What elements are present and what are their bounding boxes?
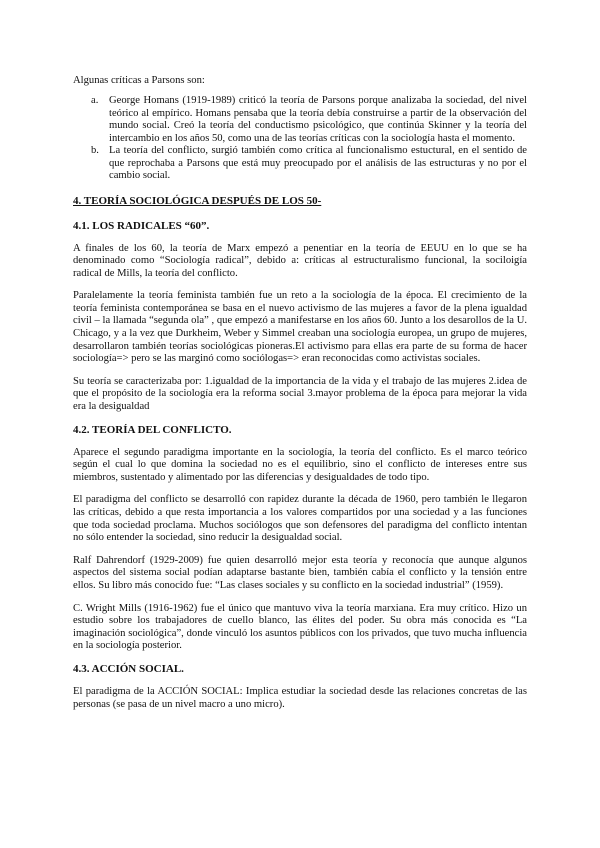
section-4-1-heading: 4.1. LOS RADICALES “60”. xyxy=(73,219,210,232)
paragraph: C. Wright Mills (1916-1962) fue el único que mantuvo viva la teoría marxiana. Era muy crítico. Hizo un estudio sobre los trabajadores de cuello blanco, las élites del poder. Su obra más conocida es “La imaginación sociológica”, donde vinculó los asuntos públicos con los privados, que tuvo mucha influencia en la sociología posterior. xyxy=(73,602,527,652)
list-item xyxy=(73,145,527,183)
paragraph: Ralf Dahrendorf (1929-2009) fue quien desarrolló mejor esta teoría y reconocía que aunque algunos aspectos del sistema social podían adaptarse bastante bien, también cabía el conflicto y la tensión entre ellos. Su libro más conocido fue: “Las clases sociales y su conflicto en la sociedad industrial” (1959). xyxy=(73,554,527,591)
paragraph: Paralelamente la teoría feminista también fue un reto a la sociología de la época. El crecimiento de la teoría feminista contemporánea se basa en el nuevo activismo de las mujeres a favor de la plena igualdad civil – la llamada “segunda ola” , que empezó a manifestarse en los años 60. Junto a los desarollos de la U. Chicago, y a la vez que Durkheim, Weber y Simmel creaban una sociología europea, un grupo de mujeres, desarrollaron también teorías sociológicas pioneras.El activismo para ellas era parte de su forma de hacer sociología=> pero se las marginó como sociólogas=> eran reconocidas como activistas sociales. xyxy=(73,290,527,365)
list-marker: a. xyxy=(91,95,99,106)
critiques-list xyxy=(73,95,527,183)
paragraph: A finales de los 60, la teoría de Marx empezó a penentiar en la teoría de EEUU en lo que se ha denominado como “Sociología radical”, debido a: críticas al estructuralismo funcional, la sociloigía radical de Mills, la teoría del conflicto. xyxy=(73,242,527,279)
list-marker: b. xyxy=(91,145,99,156)
list-item-text: La teoría del conflicto, surgió también como crítica al funcionalismo estuctural, en el sentido de que reprochaba a Parsons que está muy preocupado por el análisis de las estructuras y no por el cambio social. xyxy=(109,145,527,181)
paragraph: El paradigma del conflicto se desarrolló con rapidez durante la década de 1960, pero también le llegaron las críticas, debido a que resta importancia a los valores compartidos por una sociedad y a las funciones que toda sociedad proclama. Muchos sociólogos que son defensores del paradigma del conflicto intentan no sólo entender la sociedad, sino reducir la desigualdad social. xyxy=(73,494,527,544)
section-4-3-heading: 4.3. ACCIÓN SOCIAL. xyxy=(73,662,184,675)
intro-line: Algunas críticas a Parsons son: xyxy=(73,75,205,86)
paragraph: Su teoría se caracterizaba por: 1.igualdad de la importancia de la vida y el trabajo de las mujeres 2.idea de que el propósito de la sociología era la reforma social 3.mayor problema de la época para mejorar la vida era la desigualdad xyxy=(73,375,527,413)
document-page xyxy=(73,74,527,721)
paragraph: El paradigma de la ACCIÓN SOCIAL: Implica estudiar la sociedad desde las relaciones concretas de las personas (se pasa de un nivel macro a uno micro). xyxy=(73,685,527,710)
list-item xyxy=(73,95,527,145)
section-4-heading: 4. TEORÍA SOCIOLÓGICA DESPUÉS DE LOS 50- xyxy=(73,194,322,207)
section-4-2-heading: 4.2. TEORÍA DEL CONFLICTO. xyxy=(73,423,232,436)
paragraph: Aparece el segundo paradigma importante en la sociología, la teoría del conflicto. Es el marco teórico según el cual lo que domina la sociedad no es el equilibrio, sino el conflicto de intereses entre sus miembros, sustentado y alimentado por las diferencias y desigualdades de todo tipo. xyxy=(73,446,527,483)
list-item-text: George Homans (1919-1989) criticó la teoría de Parsons porque analizaba la sociedad, del nivel teórico al empírico. Homans pensaba que la teoría debía construirse a partir de la observación del mundo social. Creó la teoría del conductismo psicológico, que continúa Skinner y la teoría del intercambio en los años 50, como una de las teorías críticas con la sociología hasta el momento. xyxy=(109,95,527,144)
